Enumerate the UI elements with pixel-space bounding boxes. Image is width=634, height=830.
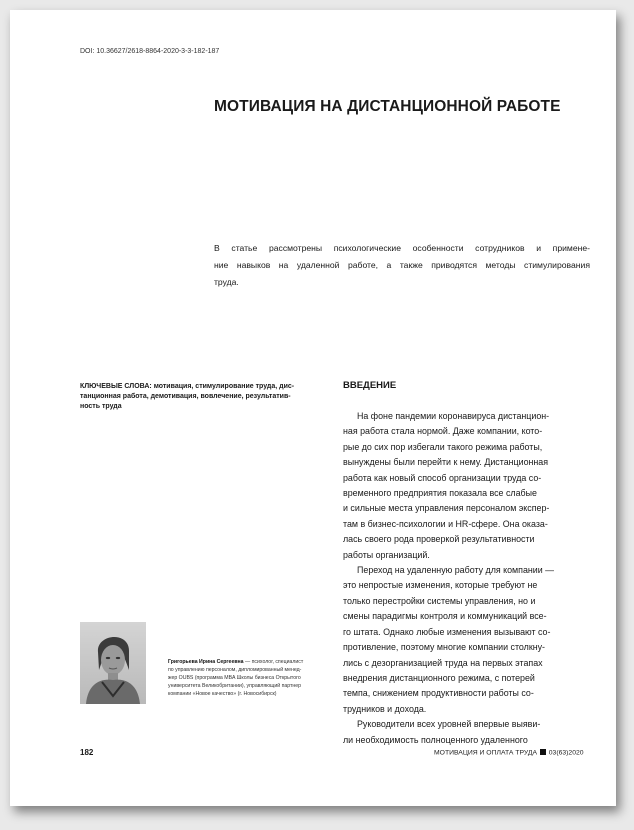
text-line: темпа, снижением продуктивности работы со- [343, 688, 534, 699]
text-line: это непростые изменения, которые требуют не [343, 580, 538, 591]
journal-issue: 03(63)2020 [548, 749, 584, 757]
text-line: работы организаций. [343, 549, 430, 560]
running-footer [434, 749, 584, 757]
square-bullet-icon [540, 749, 546, 755]
author-bio-line: университета Великобритании), управляющий партнер [168, 683, 302, 689]
author-bio-line: жер OUBS (программа MBA Школы бизнеса Открытого [168, 675, 301, 681]
text-line: временного предприятия показала все слабые [343, 488, 537, 499]
author-photo [80, 622, 146, 704]
page-sheet [10, 10, 616, 806]
keywords-line: ность труда [80, 403, 122, 410]
text-line: го штата. Однако любые изменения вызывают со- [343, 626, 551, 637]
text-line: Руководители всех уровней впервые выяви- [357, 719, 541, 730]
journal-name: МОТИВАЦИЯ И ОПЛАТА ТРУДА [434, 749, 537, 757]
author-name: Григорьева Ирина Сергеевна [168, 659, 244, 665]
text-line: там в бизнес-психологии и HR-сфере. Она оказа- [343, 518, 548, 529]
text-line: На фоне пандемии коронавируса дистанцион- [357, 411, 550, 421]
keywords-line: КЛЮЧЕВЫЕ СЛОВА: мотивация, стимулирование труда, дис- [80, 383, 295, 390]
text-line: смены парадигмы контроля и коммуникаций все- [343, 611, 547, 622]
text-line: ли необходимость полноценного удаленного [343, 734, 528, 745]
abstract [214, 240, 590, 291]
keywords [80, 382, 320, 412]
text-line: ная работа стала нормой. Даже компании, кото- [343, 426, 543, 437]
abstract-line: ние навыков на удаленной работе, а также приводятся методы стимулирования [214, 260, 590, 270]
text-line: противление, поэтому многие компании столкну- [343, 642, 546, 653]
text-line: работа как новый способ организации труда со- [343, 472, 542, 483]
body-text [343, 409, 601, 748]
text-line: внедрения дистанционного режима, с потерей [343, 672, 535, 683]
keywords-line: танционная работа, демотивация, вовлечение, результатив- [80, 393, 291, 400]
author-bio-line: компании «Новое качество» (г. Новосибирск) [168, 691, 277, 697]
text-line: лась своего рода проверкой результативности [343, 534, 535, 545]
text-line: и сильные места управления персоналом экспер- [343, 503, 550, 514]
paragraph [343, 563, 601, 717]
author-portrait-icon [80, 622, 146, 704]
text-line: трудников и дохода. [343, 703, 427, 714]
abstract-line: В статье рассмотрены психологические особенности сотрудников и примене- [214, 243, 590, 253]
text-line: Переход на удаленную работу для компании — [357, 565, 555, 576]
text-line: вынуждены были перейти к нему. Дистанционная [343, 457, 549, 468]
page-number: 182 [80, 748, 94, 757]
text-line: лись с дезорганизацией труда на первых этапах [343, 657, 543, 668]
doi-line: DOI: 10.36627/2618-8864-2020-3-3-182-187 [80, 48, 220, 55]
author-bio-line: по управлению персоналом, дипломированный менед- [168, 667, 302, 673]
paragraph [343, 409, 601, 563]
text-line: рые до сих пор избегали такого режима работы, [343, 441, 543, 452]
author-info [168, 658, 336, 698]
text-line: только перестройки системы управления, но и [343, 595, 536, 606]
abstract-line: труда. [214, 277, 239, 287]
author-bio-line: — психолог, специалист [243, 659, 304, 665]
section-heading-introduction: ВВЕДЕНИЕ [343, 380, 397, 391]
article-title: МОТИВАЦИЯ НА ДИСТАНЦИОННОЙ РАБОТЕ [214, 98, 561, 115]
paragraph [343, 717, 601, 748]
